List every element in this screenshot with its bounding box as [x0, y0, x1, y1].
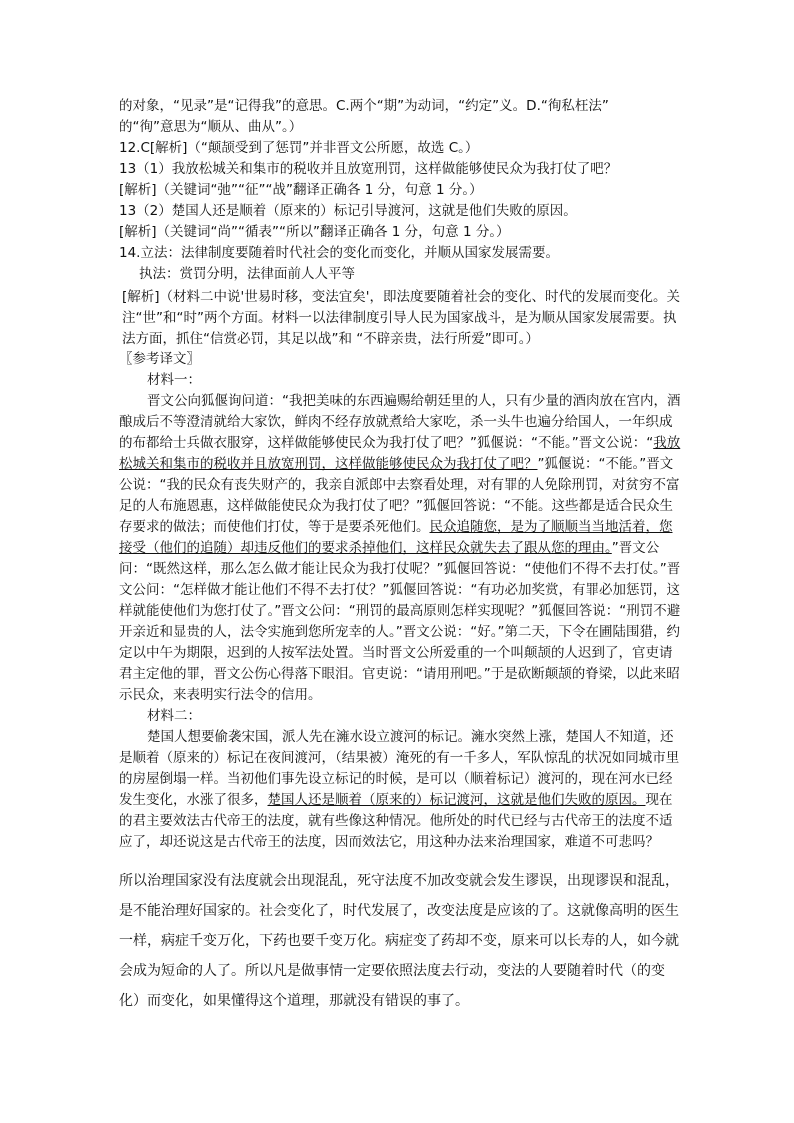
- material-1-paragraph: [119, 391, 681, 706]
- material-2-underlined: 楚国人还是顺着（原来的）标记渡河，这就是他们失败的原因。: [267, 792, 646, 808]
- material-1-text-b: ”狐偃说：“不能。”晋文公说：“我的民众有丧失财产的，我亲自派郎中去察看处理，对有罪的人免除刑罚，对贫穷不富足的人布施恩惠，这样做能使民众为我打仗了吧？”狐偃回答说：“不能。这些都是适合民众生存要求的做法；而使他们打仗，等于是要杀死他们。: [119, 456, 680, 535]
- material-1-underlined-2: 民众追随您，是为了顺顺当当地活着，您接受（他们的追随）却违反他们的要求杀掉他们，这样民众就失去了跟从您的理由。: [119, 519, 673, 556]
- material-1-label: 材料一：: [147, 372, 201, 388]
- material-2-text-b: 现在的君主要效法古代帝王的法度，就有些像这种情况。他所处的时代已经与古代帝王的法度不适应了，却还说这是古代帝王的法度，因而效法它，用这种办法来治理国家，难道不可悲吗？: [119, 792, 673, 850]
- q14-analysis: [解析]（材料二中说'世易时移，变法宜矣'，即法度要随着社会的变化、时代的发展而变化。关注“世”和“时”两个方面。材料一以法律制度引导人民为国家战斗，是为顺从国家发展需要。执法方面，抓住“信赏必罚，其足以战”和 “不辟亲贵，法行所爱”即可。）: [122, 289, 680, 347]
- q13-1-note: [解析]（关键词“弛”“征”“战”翻译正确各 1 分，句意 1 分。）: [119, 182, 483, 198]
- q14-lifa: 14.立法：法律制度要随着时代社会的变化而变化，并顺从国家发展需要。: [119, 245, 559, 261]
- material-2-text-a: 楚国人想要偷袭宋国，派人先在澭水设立渡河的标记。澭水突然上涨，楚国人不知道，还是顺着（原来的）标记在夜间渡河，（结果被）淹死的有一千多人，军队惊乱的状况如同城市里的房屋倒塌一样。当初他们事先设立标记的时候，是可以（顺着标记）渡河的，现在河水已经发生变化，水涨了很多，: [119, 729, 680, 808]
- material-1-text-c: ”晋文公问：“既然这样，那么怎么做才能让民众为我打仗呢？”狐偃回答说：“使他们不得不去打仗。”晋文公问：“怎样做才能让他们不得不去打仗？”狐偃回答说：“有功必加奖赏，有罪必加惩罚，这样就能使他们为您打仗了。”晋文公问：“刑罚的最高原则怎样实现呢？”狐偃回答说：“刑罚不避开亲近和显贵的人，法令实施到您所宠幸的人。”晋文公说：“好。”第二天，下令在圃陆围猎，约定以中午为期限，迟到的人按军法处置。当时晋文公所爱重的一个叫颠颉的人迟到了，官吏请君主定他的罪，晋文公伤心得落下眼泪。官吏说：“请用刑吧。”于是砍断颠颉的脊梁，以此来昭示民众，来表明实行法令的信用。: [119, 540, 681, 703]
- intro-paragraph: [119, 96, 681, 138]
- q13-2-note: [解析]（关键词“尚”“循表”“所以”翻译正确各 1 分，句意 1 分。）: [119, 224, 510, 240]
- material-2-paragraph: [119, 727, 681, 853]
- reference-translation-title: 〖参考译文〗: [119, 351, 200, 367]
- q12-answer: 12.C[解析]（“颠颉受到了惩罚”并非晋文公所愿，故选 C。）: [119, 140, 479, 156]
- material-2-conclusion: 所以治理国家没有法度就会出现混乱，死守法度不加改变就会发生谬误，出现谬误和混乱，是不能治理好国家的。社会变化了，时代发展了，改变法度是应该的了。这就像高明的医生一样，病症千变万化，下药也要千变万化。病症变了药却不变，原来可以长寿的人，如今就会成为短命的人了。所以凡是做事情一定要依照法度去行动，变法的人要随着时代（的变化）而变化，如果懂得这个道理，那就没有错误的事了。: [119, 873, 679, 1009]
- material-1-underlined-1: 我放松城关和集市的税收并且放宽刑罚，这样做能够使民众为我打仗了吧？: [119, 435, 681, 472]
- q13-1-answer: 13（1）我放松城关和集市的税收并且放宽刑罚，这样做能够使民众为我打仗了吧？: [119, 161, 618, 177]
- q13-2-answer: 13（2）楚国人还是顺着（原来的）标记引导渡河，这就是他们失败的原因。: [119, 203, 577, 219]
- material-2-label: 材料二：: [147, 708, 201, 724]
- material-1-text-a: 晋文公向狐偃询问道：“我把美味的东西遍赐给朝廷里的人，只有少量的酒肉放在宫内，酒酿成后不等澄清就给大家饮，鲜肉不经存放就煮给大家吃，杀一头牛也遍分给国人，一年织成的布都给士兵做衣服穿，这样做能够使民众为我打仗了吧？”狐偃说：“不能。”晋文公说：“: [119, 393, 681, 451]
- intro-line-2: 的“徇”意思为“顺从、曲从”。）: [119, 119, 303, 135]
- q14-zhifa: 执法：赏罚分明，法律面前人人平等: [139, 266, 355, 282]
- intro-line-1: 的对象，“见录”是“记得我”的意思。C.两个“期”为动词，“约定”义。D.“徇私枉法”: [119, 98, 609, 114]
